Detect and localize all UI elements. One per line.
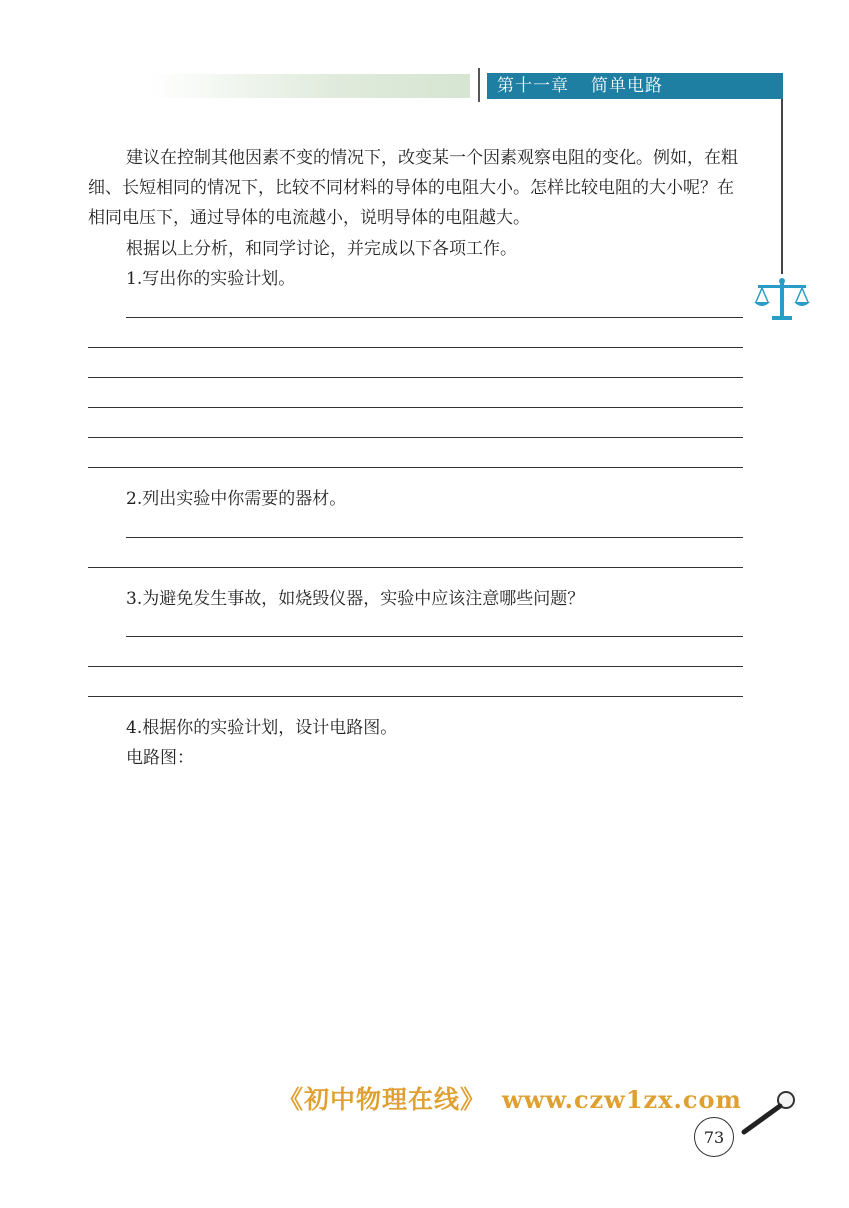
chapter-number: 第十一章 bbox=[497, 76, 569, 96]
balance-scale-icon bbox=[752, 276, 812, 324]
answer-line[interactable] bbox=[88, 347, 743, 348]
answer-line[interactable] bbox=[88, 407, 743, 408]
side-rule bbox=[781, 99, 783, 274]
answer-line[interactable] bbox=[88, 666, 743, 667]
watermark-title: 《初中物理在线》 bbox=[278, 1085, 487, 1114]
intro-paragraph: 建议在控制其他因素不变的情况下，改变某一个因素观察电阻的变化。例如，在粗细、长短相同的情况下，比较不同材料的导体的电阻大小。怎样比较电阻的大小呢？在相同电压下，通过导体的电流越小，说明导体的电阻越大。 bbox=[88, 148, 738, 228]
answer-line[interactable] bbox=[126, 636, 743, 637]
answer-line[interactable] bbox=[88, 567, 743, 568]
task-1-label: 1.写出你的实验计划。 bbox=[126, 269, 296, 289]
watermark-url: www.czw1zx.com bbox=[502, 1085, 742, 1114]
task-2-label: 2.列出实验中你需要的器材。 bbox=[126, 489, 347, 509]
chapter-title: 简单电路 bbox=[591, 76, 663, 96]
circuit-diagram-label: 电路图： bbox=[126, 748, 194, 768]
answer-line[interactable] bbox=[126, 317, 743, 318]
intro-instruction: 根据以上分析，和同学讨论，并完成以下各项工作。 bbox=[126, 239, 517, 259]
answer-line[interactable] bbox=[88, 437, 743, 438]
watermark bbox=[278, 1080, 742, 1116]
answer-line[interactable] bbox=[126, 537, 743, 538]
answer-line[interactable] bbox=[88, 696, 743, 697]
magnifier-icon bbox=[740, 1088, 800, 1138]
page-number: 73 bbox=[694, 1117, 734, 1157]
chapter-header bbox=[487, 73, 783, 99]
answer-line[interactable] bbox=[88, 467, 743, 468]
task-3-label: 3.为避免发生事故，如烧毁仪器，实验中应该注意哪些问题？ bbox=[126, 589, 585, 609]
task-4-label: 4.根据你的实验计划，设计电路图。 bbox=[126, 718, 398, 738]
answer-line[interactable] bbox=[88, 377, 743, 378]
header-divider bbox=[478, 68, 480, 102]
header-gradient-band bbox=[150, 74, 470, 98]
